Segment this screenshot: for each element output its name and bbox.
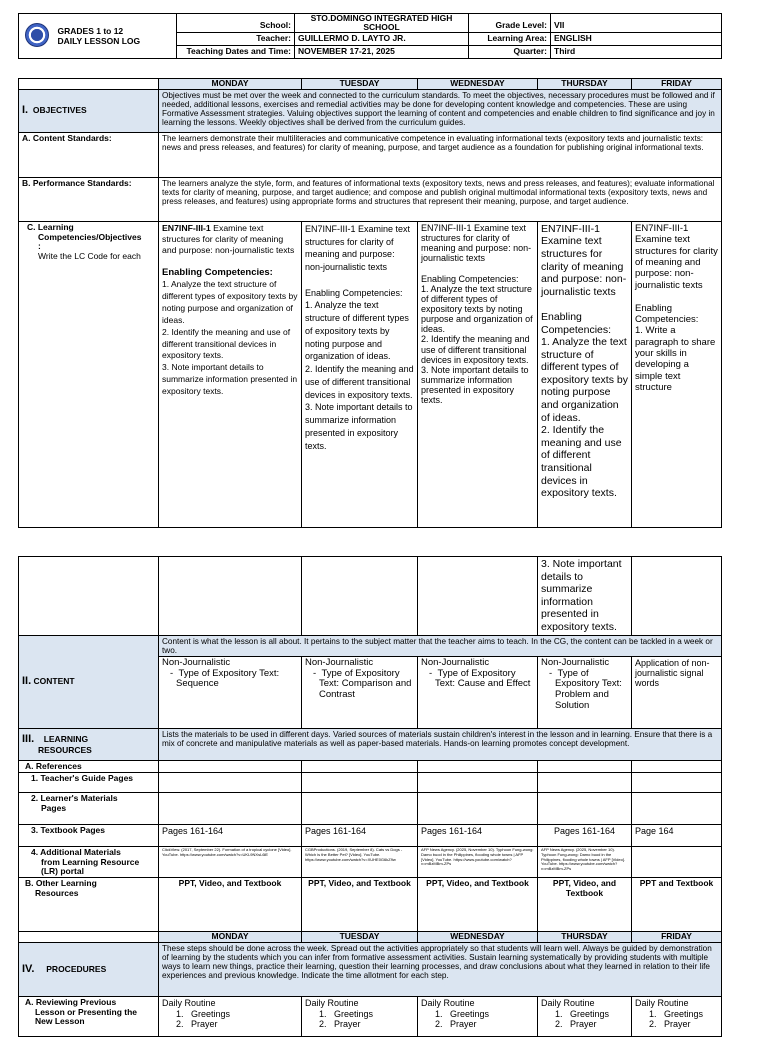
day-wednesday-2: WEDNESDAY: [418, 932, 538, 943]
additional-materials-label: 4. Additional Materials from Learning Resource (LR) portal: [19, 847, 159, 878]
day-header-row: [19, 79, 722, 90]
resources-label-1: LEARNING: [43, 733, 89, 744]
content-note: Content is what the lesson is all about. It pertains to the subject matter that the teacher aims to teach. In the CG, the content can be tackled in a week or two.: [159, 635, 722, 656]
competencies-label-line-3: :: [38, 241, 41, 252]
content-monday: [159, 656, 302, 728]
other-resources-thursday: PPT, Video, and Textbook: [538, 878, 632, 932]
header-table: [18, 13, 722, 59]
day-tuesday-2: TUESDAY: [302, 932, 418, 943]
learning-area-label: Learning Area:: [469, 32, 551, 45]
dates-value: NOVEMBER 17-21, 2025: [295, 45, 469, 58]
competencies-label: [19, 221, 159, 527]
textbook-wednesday: Pages 161-164: [418, 825, 538, 847]
other-resources-label: B. Other Learning Resources: [19, 878, 159, 932]
day-header-row-2: [19, 932, 722, 943]
content-note-row: [19, 635, 722, 656]
competencies-continued-friday: [632, 557, 722, 636]
resources-row: [19, 728, 722, 760]
content-friday: Application of non-journalistic signal words: [632, 656, 722, 728]
objectives-row: [19, 89, 722, 132]
textbook-row: [19, 825, 722, 847]
content-tuesday: [302, 656, 418, 728]
textbook-friday: Page 164: [632, 825, 722, 847]
competencies-monday-heading: Enabling Competencies:: [162, 266, 273, 278]
lesson-table-page-2: [18, 556, 722, 1037]
resources-number: III.: [22, 732, 35, 745]
review-row: [19, 997, 722, 1037]
corner-cell: [19, 79, 159, 90]
content-standards-label: A. Content Standards:: [19, 132, 159, 177]
resources-heading: [19, 728, 159, 760]
textbook-label: 3. Textbook Pages: [19, 825, 159, 847]
deped-seal: [19, 14, 55, 59]
day-wednesday: WEDNESDAY: [418, 79, 538, 90]
additional-materials-monday: ClickView. (2017, September 22). Formation of a tropical cyclone [Video]. YouTube. https://www.youtube.com/watch?v=UKL9NXsL6lE: [159, 847, 302, 878]
additional-materials-friday: [632, 847, 722, 878]
content-number: II.: [22, 675, 32, 688]
content-wednesday-title: Non-Journalistic: [421, 656, 490, 668]
teachers-guide-label: 1. Teacher's Guide Pages: [19, 773, 159, 793]
references-label: A. References: [19, 760, 159, 773]
competencies-friday: EN7INF-III-1 Examine text structures for clarity of meaning and purpose: non-journalistic texts Enabling Competencies: 1. Write a paragraph to share your skills in developing a simple text structure: [632, 221, 722, 527]
other-resources-friday: PPT and Textbook: [632, 878, 722, 932]
textbook-tuesday: Pages 161-164: [302, 825, 418, 847]
dates-label: Teaching Dates and Time:: [177, 45, 295, 58]
additional-materials-row: [19, 847, 722, 878]
review-label: A. Reviewing Previous Lesson or Presenting the New Lesson: [19, 997, 159, 1037]
competencies-continued-label: [19, 557, 159, 636]
content-label: CONTENT: [33, 676, 75, 687]
other-resources-row: [19, 878, 722, 932]
day-thursday-2: THURSDAY: [538, 932, 632, 943]
day-friday: FRIDAY: [632, 79, 722, 90]
competencies-thursday: EN7INF-III-1 Examine text structures for clarity of meaning and purpose: non-journalistic texts Enabling Competencies: 1. Analyze the text structure of different types of expository texts by noting purpose and organization of ideas. 2. Identify the meaning and use of different transitional devices in expository texts.: [538, 221, 632, 527]
review-thursday: Daily Routine 1. Greetings 2. Prayer: [538, 997, 632, 1037]
content-thursday: [538, 656, 632, 728]
references-row: [19, 760, 722, 773]
other-resources-wednesday: PPT, Video, and Textbook: [418, 878, 538, 932]
teachers-guide-row: [19, 773, 722, 793]
objectives-note: Objectives must be met over the week and connected to the curriculum standards. To meet the objectives, necessary procedures must be followed and if needed, additional lessons, exercises and remedial activities may be done for developing content knowledge and competencies. These are using Formative Assessment strategies. Valuing objectives support the learning of content and competencies and enable children to find significance and joy in learning the lessons. Weekly objectives shall be derived from the curriculum guides.: [159, 89, 722, 132]
procedures-row: [19, 943, 722, 997]
lesson-table-page-1: [18, 78, 722, 528]
additional-materials-tuesday: CGBProductions. (2019, September 8). Cats vs Dogs - Which is the Better Pet? [Video]. YouTube. https://www.youtube.com/watch?v=XUHE0G6kZ9w: [302, 847, 418, 878]
competencies-label-line-2: Competencies/Objectives: [38, 231, 142, 242]
review-friday: Daily Routine 1. Greetings 2. Prayer: [632, 997, 722, 1037]
quarter-value: Third: [551, 45, 722, 58]
learners-materials-label: 2. Learner's Materials Pages: [19, 793, 159, 825]
competencies-monday: [159, 221, 302, 527]
school-value: STO.DOMINGO INTEGRATED HIGH SCHOOL: [295, 14, 469, 33]
content-heading: [19, 635, 159, 728]
competencies-continued-row: [19, 557, 722, 636]
other-resources-tuesday: PPT, Video, and Textbook: [302, 878, 418, 932]
grade-level-label: Grade Level:: [469, 14, 551, 33]
competencies-label-line-4: Write the LC Code for each: [38, 251, 141, 262]
performance-standards-row: [19, 177, 722, 221]
review-wednesday: Daily Routine 1. Greetings 2. Prayer: [418, 997, 538, 1037]
competencies-row: [19, 221, 722, 527]
content-tuesday-title: Non-Journalistic: [305, 656, 374, 668]
performance-standards-text: The learners analyze the style, form, and features of informational texts (expository texts, news and press releases, and features); evaluate informational texts for clarity of meaning, purpose, and target audience; and compose and publish original multimodal informational texts (expository texts, news and press releases, and features) using appropriate forms and structures that represent their meaning, purpose, and target audience.: [159, 177, 722, 221]
additional-materials-wednesday: AFP News Agency. (2025, November 10). Typhoon Fung-wong: Damo buod in the Philippines, flooding whole towns | AFP [Video]. YouTube. https://www.youtube.com/watch?v=mBzMBm-ZPs: [418, 847, 538, 878]
content-standards-row: [19, 132, 722, 177]
content-standards-text: The learners demonstrate their multiliteracies and communicative competence in evaluating informational texts (expository texts and journalistic texts: news and press releases, and features) for clarity of meaning, purpose, and target audience as a foundation for publishing original informational texts.: [159, 132, 722, 177]
grade-level-value: VII: [551, 14, 722, 33]
review-tuesday: Daily Routine 1. Greetings 2. Prayer: [302, 997, 418, 1037]
procedures-note: These steps should be done across the week. Spread out the activities appropriately so that students will learn well. Always be guided by demonstration of learning by the students which you can infer from formative assessment activities. Sustain learning systematically by providing students with multiple ways to learn new things, practice their learning, question their learning processes, and draw conclusions about what they learned in relation to their life experiences and previous knowledge. Indicate the time allotment for each step.: [159, 943, 722, 997]
competencies-continued-thursday: 3. Note important details to summarize information presented in expository texts.: [538, 557, 632, 636]
resources-label-2: RESOURCES: [38, 744, 92, 755]
content-wednesday: [418, 656, 538, 728]
procedures-heading: [19, 943, 159, 997]
competencies-label-line-1: C. Learning: [27, 221, 74, 232]
objectives-heading: [19, 89, 159, 132]
competencies-monday-items: 1. Analyze the text structure of different types of expository texts by noting purpose and organization of ideas. 2. Identify the meaning and use of different transitional devices in expository texts. 3. Note important details to summarize information presented in expository texts.: [162, 279, 298, 397]
competencies-tuesday: EN7INF-III-1 Examine text structures for clarity of meaning and purpose: non-journalistic texts Enabling Competencies: 1. Analyze the text structure of different types of expository texts by noting purpose and organization of ideas. 2. Identify the meaning and use of different transitional devices in expository texts. 3. Note important details to summarize information presented in expository texts.: [302, 221, 418, 527]
day-monday-2: MONDAY: [159, 932, 302, 943]
competencies-wednesday: EN7INF-III-1 Examine text structures for clarity of meaning and purpose: non-journalistic texts Enabling Competencies: 1. Analyze the text structure of different types of expository texts by noting purpose and organization of ideas. 2. Identify the meaning and use of different transitional devices in expository texts. 3. Note important details to summarize information presented in expository texts.: [418, 221, 538, 527]
day-friday-2: FRIDAY: [632, 932, 722, 943]
resources-note: Lists the materials to be used in different days. Varied sources of materials sustain children's interest in the lesson and in learning. Ensure that there is a mix of concrete and manipulative materials as well as paper-based materials. Hands-on learning promotes concept development.: [159, 728, 722, 760]
content-thursday-item: - Type of Expository Text: Problem and Solution: [549, 667, 622, 712]
learning-area-value: ENGLISH: [551, 32, 722, 45]
content-thursday-title: Non-Journalistic: [541, 656, 610, 668]
additional-materials-thursday: AFP News Agency. (2025, November 10). Typhoon Fung-wong: Damo buod in the Philippines, flooding whole towns | AFP [Video]. YouTube. https://www.youtube.com/watch?v=mBzMBm-ZPs: [538, 847, 632, 878]
competencies-continued-wednesday: [418, 557, 538, 636]
procedures-label: PROCEDURES: [46, 964, 107, 975]
day-tuesday: TUESDAY: [302, 79, 418, 90]
teacher-label: Teacher:: [177, 32, 295, 45]
quarter-label: Quarter:: [469, 45, 551, 58]
competencies-continued-tuesday: [302, 557, 418, 636]
textbook-thursday: Pages 161-164: [538, 825, 632, 847]
review-monday: Daily Routine 1. Greetings 2. Prayer: [159, 997, 302, 1037]
objectives-number: I.: [22, 104, 29, 117]
performance-standards-label: B. Performance Standards:: [19, 177, 159, 221]
teacher-value: GUILLERMO D. LAYTO JR.: [295, 32, 469, 45]
day-thursday: THURSDAY: [538, 79, 632, 90]
deped-seal-icon: [25, 23, 49, 47]
competencies-monday-code: EN7INF-III-1: [162, 222, 211, 233]
learners-materials-row: [19, 793, 722, 825]
day-monday: MONDAY: [159, 79, 302, 90]
content-monday-item: - Type of Expository Text: Sequence: [170, 667, 280, 690]
title-line-1: GRADES 1 to 12: [57, 25, 124, 36]
procedures-number: IV.: [22, 963, 35, 976]
competencies-continued-monday: [159, 557, 302, 636]
school-label: School:: [177, 14, 295, 33]
content-tuesday-item: - Type of Expository Text: Comparison and Contrast: [313, 667, 412, 701]
other-resources-monday: PPT, Video, and Textbook: [159, 878, 302, 932]
textbook-monday: Pages 161-164: [159, 825, 302, 847]
content-monday-title: Non-Journalistic: [162, 656, 231, 668]
document-title: [55, 14, 177, 59]
competencies-monday-intro: Examine text structures for clarity of meaning and purpose: non-journalistic texts: [162, 222, 295, 256]
title-line-2: DAILY LESSON LOG: [57, 35, 141, 46]
content-wednesday-item: - Type of Expository Text: Cause and Effect: [429, 667, 531, 690]
objectives-label: OBJECTIVES: [32, 105, 87, 116]
